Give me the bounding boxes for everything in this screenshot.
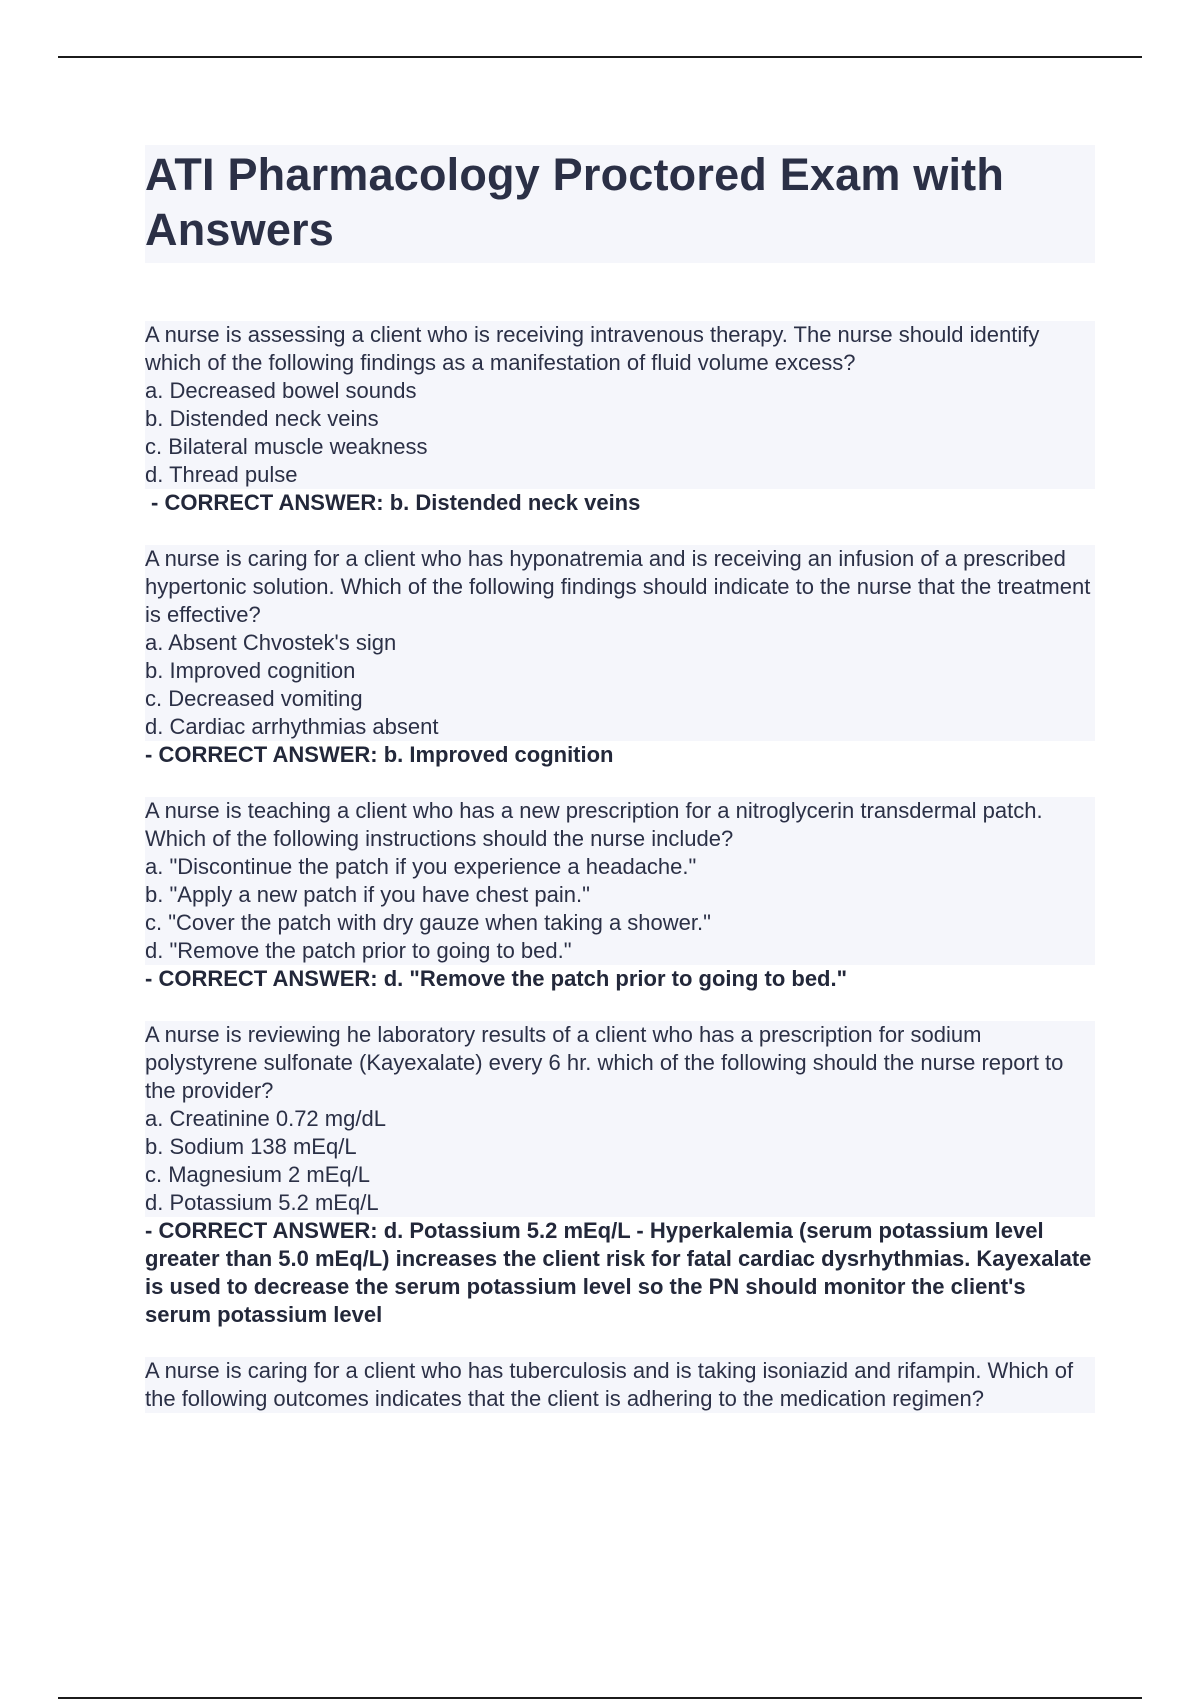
correct-answer: - CORRECT ANSWER: b. Distended neck veins	[151, 490, 641, 515]
question-5	[145, 1357, 1095, 1413]
document-body	[145, 145, 1095, 1441]
question-stem: A nurse is caring for a client who has tuberculosis and is taking isoniazid and rifampin. Which of the following outcomes indicates that the client is adhering to the medication regimen?	[145, 1357, 1095, 1413]
answer-option: d. Cardiac arrhythmias absent	[145, 713, 1095, 741]
answer-option: b. "Apply a new patch if you have chest pain."	[145, 881, 1095, 909]
correct-answer: - CORRECT ANSWER: d. Potassium 5.2 mEq/L - Hyperkalemia (serum potassium level greater than 5.0 mEq/L) increases the client risk for fatal cardiac dysrhythmias. Kayexalate is used to decrease the serum potassium level so the PN should monitor the client's serum potassium level	[145, 1218, 1092, 1327]
answer-option: c. Decreased vomiting	[145, 685, 1095, 713]
document-title: ATI Pharmacology Proctored Exam with Answers	[145, 149, 1005, 255]
correct-answer: - CORRECT ANSWER: b. Improved cognition	[145, 742, 614, 767]
answer-option: a. Absent Chvostek's sign	[145, 629, 1095, 657]
answer-option: a. Creatinine 0.72 mg/dL	[145, 1105, 1095, 1133]
answer-option: d. "Remove the patch prior to going to bed."	[145, 937, 1095, 965]
answer-option: a. "Discontinue the patch if you experience a headache."	[145, 853, 1095, 881]
title-block	[145, 145, 1095, 263]
answer-option: a. Decreased bowel sounds	[145, 377, 1095, 405]
answer-option: c. Bilateral muscle weakness	[145, 433, 1095, 461]
answer-option: c. "Cover the patch with dry gauze when taking a shower."	[145, 909, 1095, 937]
question-1	[145, 321, 1095, 517]
answer-option: b. Distended neck veins	[145, 405, 1095, 433]
question-2	[145, 545, 1095, 769]
bottom-rule	[58, 1697, 1142, 1699]
answer-option: c. Magnesium 2 mEq/L	[145, 1161, 1095, 1189]
question-stem: A nurse is caring for a client who has hyponatremia and is receiving an infusion of a prescribed hypertonic solution. Which of the following findings should indicate to the nurse that the treatment is effective?	[145, 545, 1095, 629]
answer-option: b. Sodium 138 mEq/L	[145, 1133, 1095, 1161]
answer-option: d. Potassium 5.2 mEq/L	[145, 1189, 1095, 1217]
answer-option: d. Thread pulse	[145, 461, 1095, 489]
correct-answer: - CORRECT ANSWER: d. "Remove the patch prior to going to bed."	[145, 966, 848, 991]
question-stem: A nurse is reviewing he laboratory results of a client who has a prescription for sodium polystyrene sulfonate (Kayexalate) every 6 hr. which of the following should the nurse report to the provider?	[145, 1021, 1095, 1105]
question-4	[145, 1021, 1095, 1329]
answer-option: b. Improved cognition	[145, 657, 1095, 685]
top-rule	[58, 56, 1142, 58]
question-stem: A nurse is teaching a client who has a new prescription for a nitroglycerin transdermal patch. Which of the following instructions should the nurse include?	[145, 797, 1095, 853]
question-3	[145, 797, 1095, 993]
question-stem: A nurse is assessing a client who is receiving intravenous therapy. The nurse should identify which of the following findings as a manifestation of fluid volume excess?	[145, 321, 1095, 377]
